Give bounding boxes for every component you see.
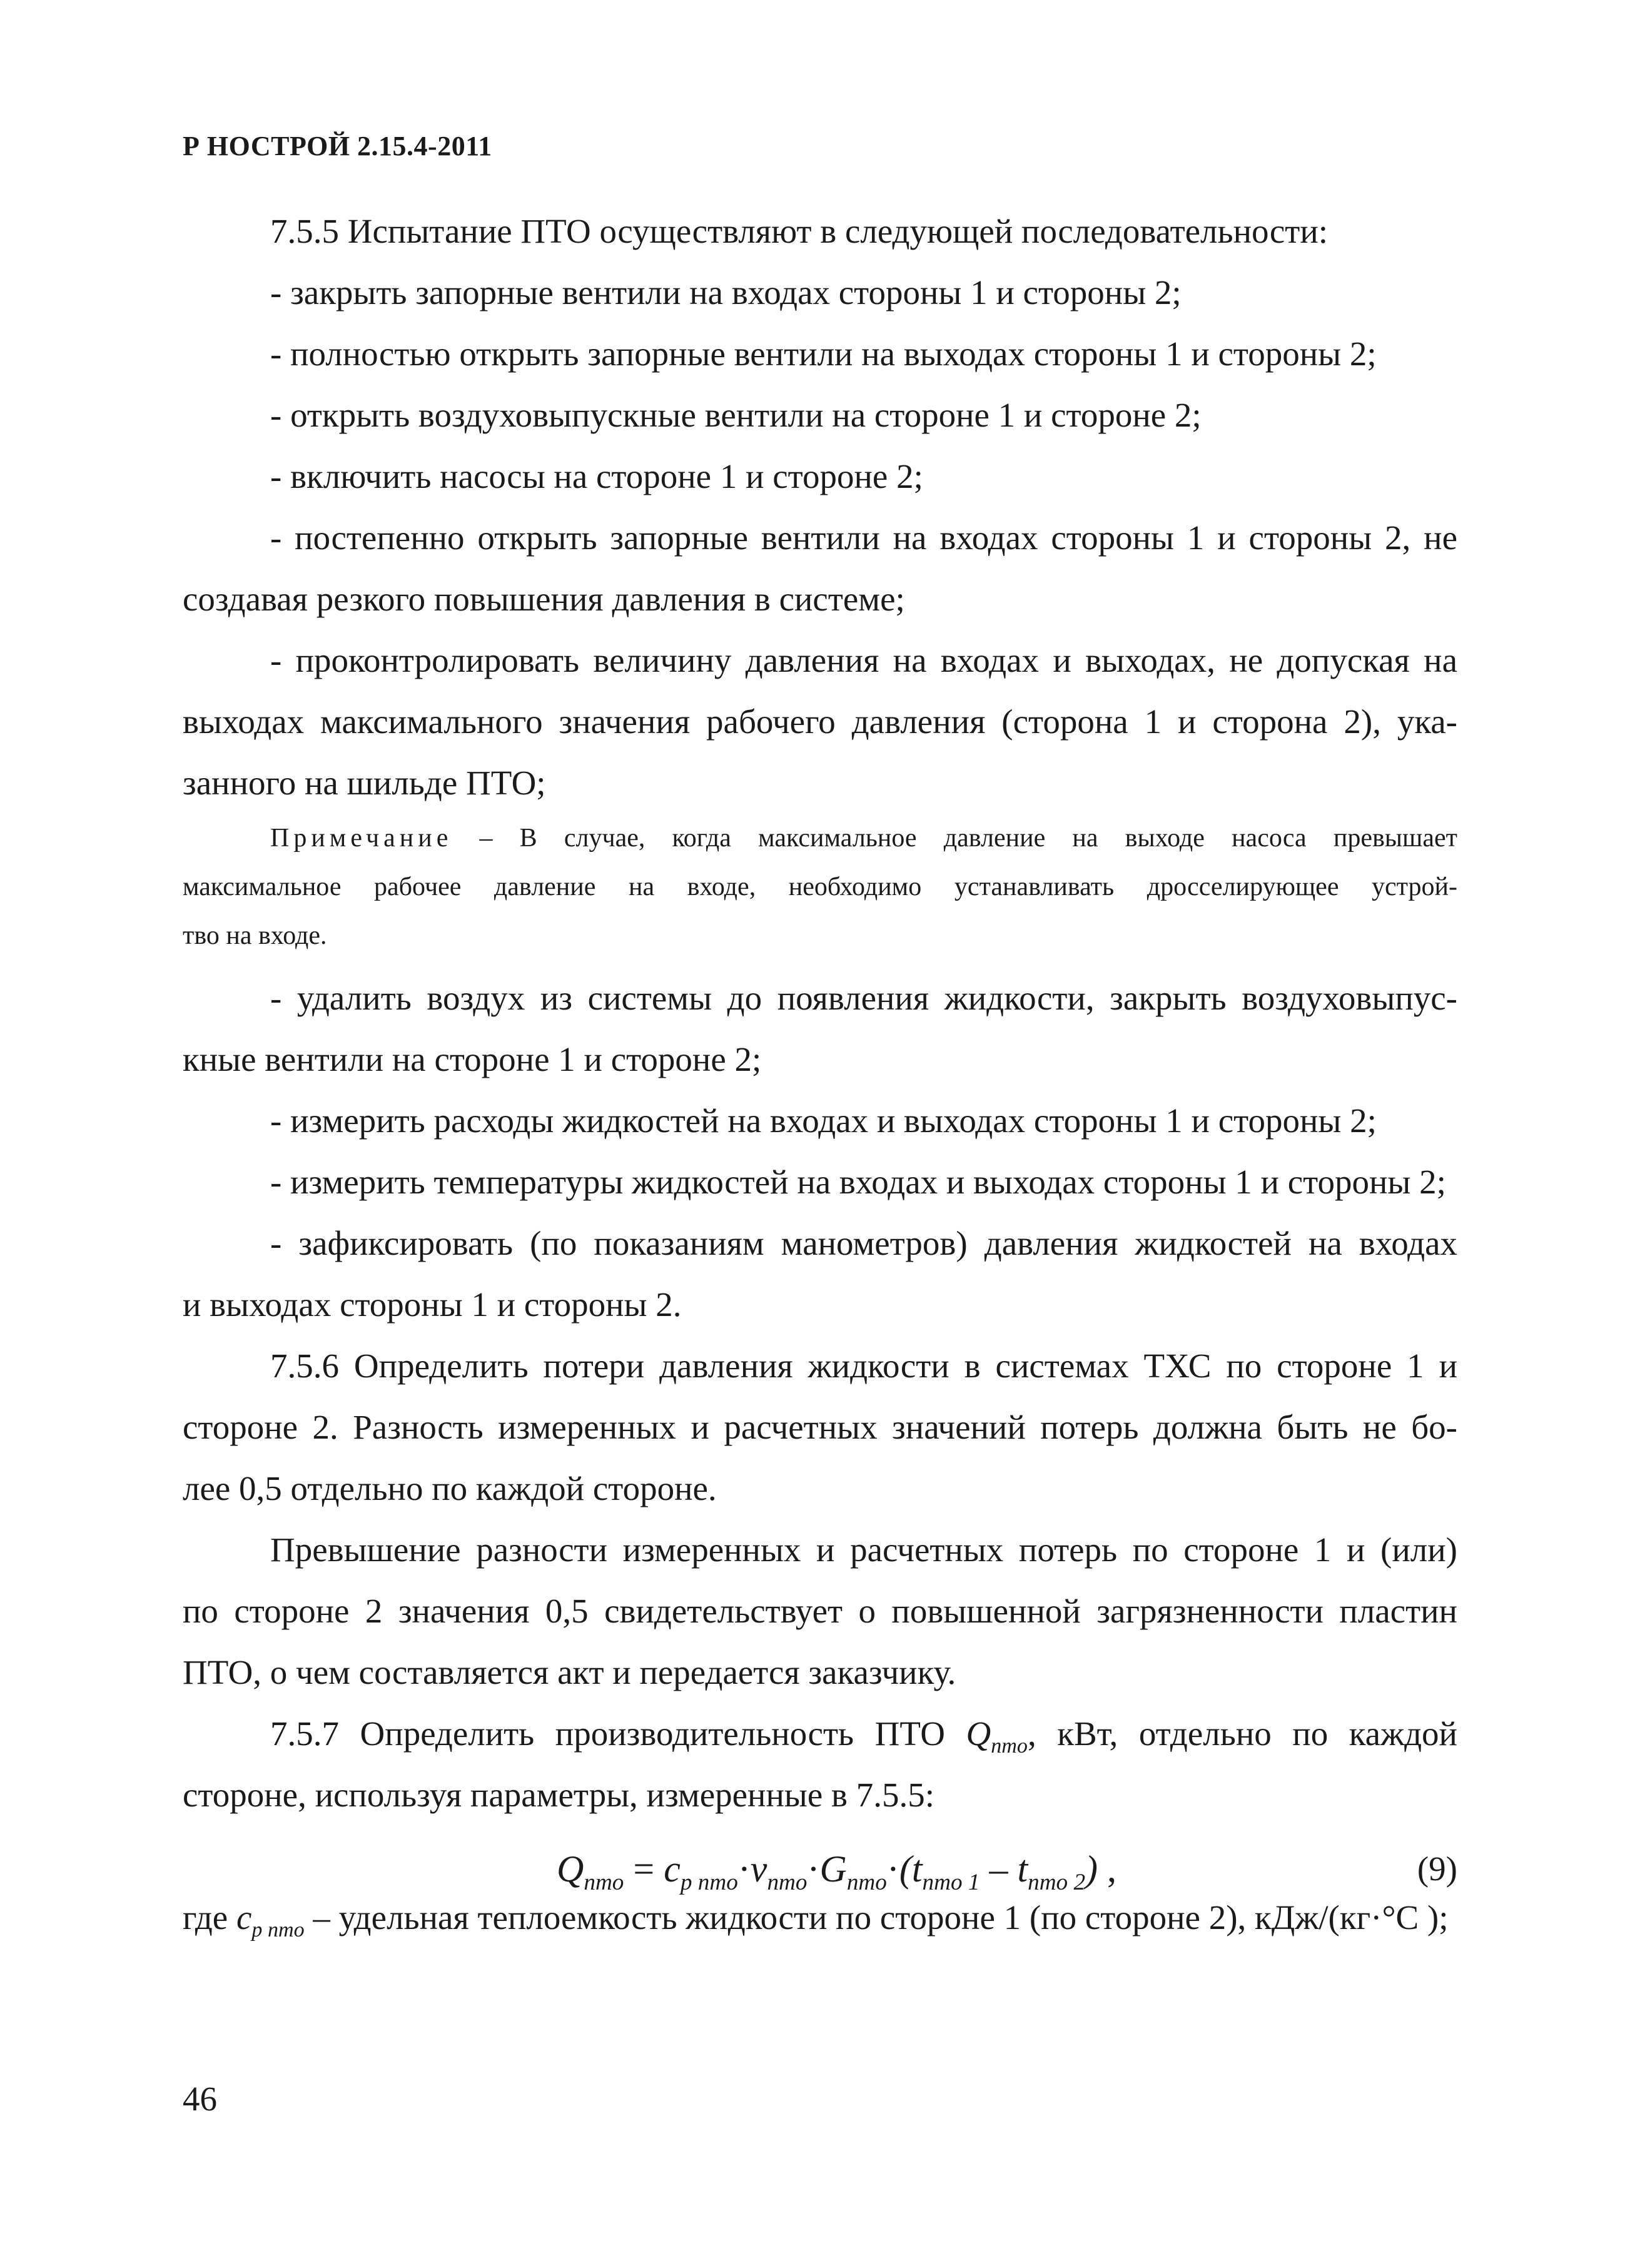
paragraph-7-5-7-text-a: 7.5.7 Определить производительность ПТО	[270, 1714, 966, 1753]
step-gradually-open-line1: - постепенно открыть запорные вентили на входах стороны 1 и стороны 2, не	[270, 519, 1457, 557]
symbol-q	[966, 1714, 1028, 1758]
step-control-pressure-line2: выходах максимального значения рабочего давления (сторона 1 и сторона 2), ука-	[183, 702, 1457, 741]
eq-q-sub: пто	[584, 1870, 624, 1896]
eq-g-sub: пто	[846, 1870, 887, 1896]
note-line1	[270, 821, 1457, 856]
paragraph-7-5-7-line2: стороне, используя параметры, измеренные в 7.5.5:	[183, 1776, 935, 1814]
equation-9: $Q_{пто} = c_{p пто}\cdot v_{пто}\cdot G_{пто}\cdot(t_{пто 1} - t_{пто 2})$ ,	[557, 1848, 1117, 1896]
step-open-outlet-valves: - полностью открыть запорные вентили на выходах стороны 1 и стороны 2;	[270, 335, 1377, 373]
eq-c: c	[664, 1848, 681, 1890]
step-measure-temperature: - измерить температуры жидкостей на входах и выходах стороны 1 и стороны 2;	[270, 1163, 1446, 1201]
where-prefix: где	[183, 1898, 236, 1936]
step-start-pumps: - включить насосы на стороне 1 и стороне 2;	[270, 457, 923, 495]
document-code-header: Р НОСТРОЙ 2.15.4-2011	[183, 131, 492, 161]
paragraph-7-5-5: 7.5.5 Испытание ПТО осуществляют в следующей последовательности:	[270, 212, 1329, 250]
eq-c-sub: p пто	[680, 1870, 738, 1896]
step-remove-air-line2: кные вентили на стороне 1 и стороне 2;	[183, 1040, 762, 1078]
paragraph-excess-line3: ПТО, о чем составляется акт и передается заказчику.	[183, 1653, 956, 1691]
paragraph-excess-line2: по стороне 2 значения 0,5 свидетельствует о повышенной загрязненности пластин	[183, 1592, 1457, 1630]
paragraph-7-5-6-line1: 7.5.6 Определить потери давления жидкости в системах ТХС по стороне 1 и	[270, 1347, 1457, 1385]
symbol-c-subscript: p пто	[251, 1918, 305, 1941]
note-text-1: – В случае, когда максимальное давление на выходе насоса превышает	[452, 824, 1457, 853]
eq-q: Q	[557, 1848, 584, 1890]
step-record-pressure-line2: и выходах стороны 1 и стороны 2.	[183, 1285, 682, 1324]
step-control-pressure-line1: - проконтролировать величину давления на входах и выходах, не допуская на	[270, 641, 1457, 679]
where-clause	[183, 1895, 1457, 1940]
eq-g: G	[819, 1848, 847, 1890]
eq-v-sub: пто	[767, 1870, 807, 1896]
step-remove-air-line1: - удалить воздух из системы до появления жидкости, закрыть воздуховыпус-	[270, 979, 1457, 1017]
step-control-pressure-line3: занного на шильде ПТО;	[183, 764, 546, 802]
paragraph-7-5-6-line3: лее 0,5 отдельно по каждой стороне.	[183, 1469, 717, 1507]
paragraph-excess-line1: Превышение разности измеренных и расчетных потерь по стороне 1 и (или)	[270, 1531, 1457, 1569]
paragraph-7-5-6-line2: стороне 2. Разность измеренных и расчетных значений потерь должна быть не бо-	[183, 1408, 1457, 1446]
step-open-air-valves: - открыть воздуховыпускные вентили на стороне 1 и стороне 2;	[270, 396, 1202, 434]
note-line3: тво на входе.	[183, 921, 327, 950]
note-line2: максимальное рабочее давление на входе, необходимо устанавливать дросселирующее устрой-	[183, 873, 1457, 901]
symbol-q-subscript: пто	[991, 1734, 1028, 1758]
step-gradually-open-line2: создавая резкого повышения давления в системе;	[183, 580, 905, 618]
note-label: Примечание	[270, 824, 453, 853]
eq-t2: t	[1017, 1848, 1028, 1890]
step-close-inlet-valves: - закрыть запорные вентили на входах стороны 1 и стороны 2;	[270, 273, 1182, 311]
eq-t2-sub: пто 2	[1028, 1870, 1086, 1896]
where-text: – удельная теплоемкость жидкости по стороне 1 (по стороне 2), кДж/(кг·°С );	[304, 1898, 1449, 1936]
step-measure-flow: - измерить расходы жидкостей на входах и выходах стороны 1 и стороны 2;	[270, 1101, 1377, 1140]
step-record-pressure-line1: - зафиксировать (по показаниям манометров) давления жидкостей на входах	[270, 1224, 1457, 1262]
symbol-c	[236, 1898, 305, 1941]
page-number: 46	[183, 2080, 217, 2118]
symbol-q-letter: Q	[966, 1714, 991, 1753]
equation-number: (9)	[1417, 1850, 1457, 1888]
paragraph-7-5-7-text-b: , кВт, отдельно по каждой	[1027, 1714, 1457, 1753]
eq-v: v	[750, 1848, 767, 1890]
paragraph-7-5-7-line1	[270, 1711, 1457, 1756]
eq-t1-sub: пто 1	[922, 1870, 980, 1896]
eq-t1: t	[911, 1848, 923, 1890]
symbol-c-letter: c	[236, 1898, 252, 1936]
